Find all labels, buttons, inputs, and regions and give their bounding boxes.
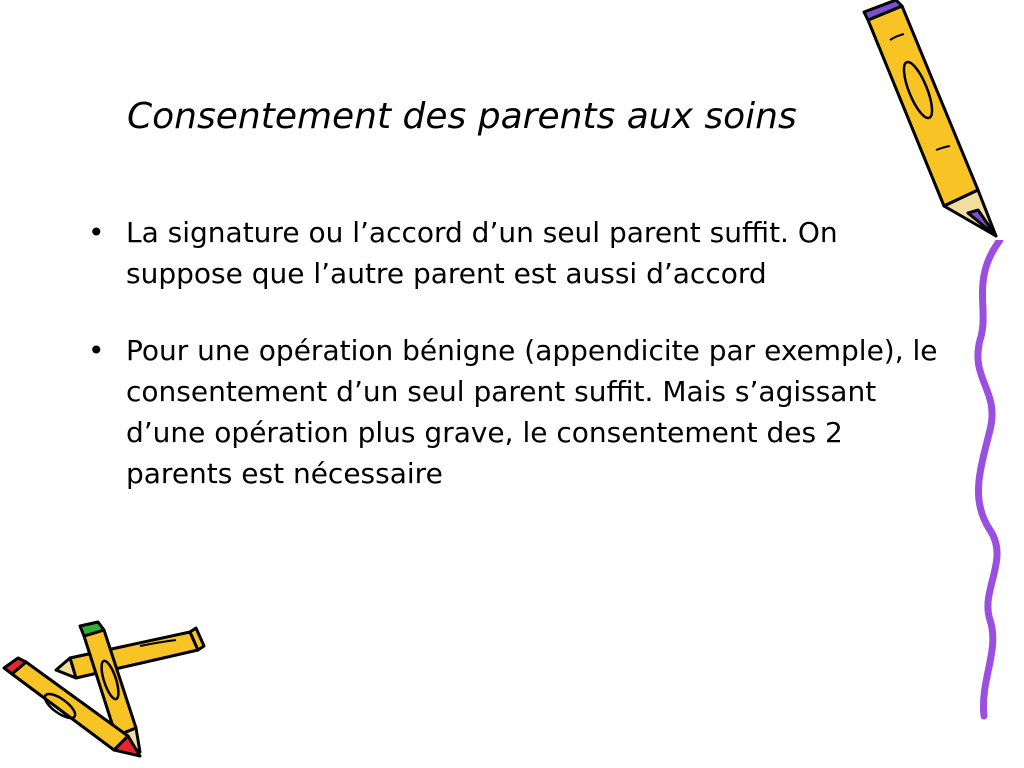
bullet-text: La signature ou l’accord d’un seul parent suffit. On suppose que l’autre parent est aussi d’accord (126, 216, 838, 290)
slide-title: Consentement des parents aux soins (127, 96, 797, 137)
bullet-item (88, 212, 948, 294)
bullet-list (88, 212, 948, 530)
crayons-icon (0, 618, 210, 758)
bullet-marker: • (88, 334, 105, 367)
bullet-item (88, 330, 948, 494)
pencil-icon (860, 0, 1010, 245)
bullet-text: Pour une opération bénigne (appendicite par exemple), le consentement d’un seul parent suffit. Mais s’agissant d’une opération plus grave, le consentement des 2 parents est nécessaire (126, 334, 938, 490)
bullet-marker: • (88, 216, 105, 249)
squiggle-line (960, 240, 1024, 720)
